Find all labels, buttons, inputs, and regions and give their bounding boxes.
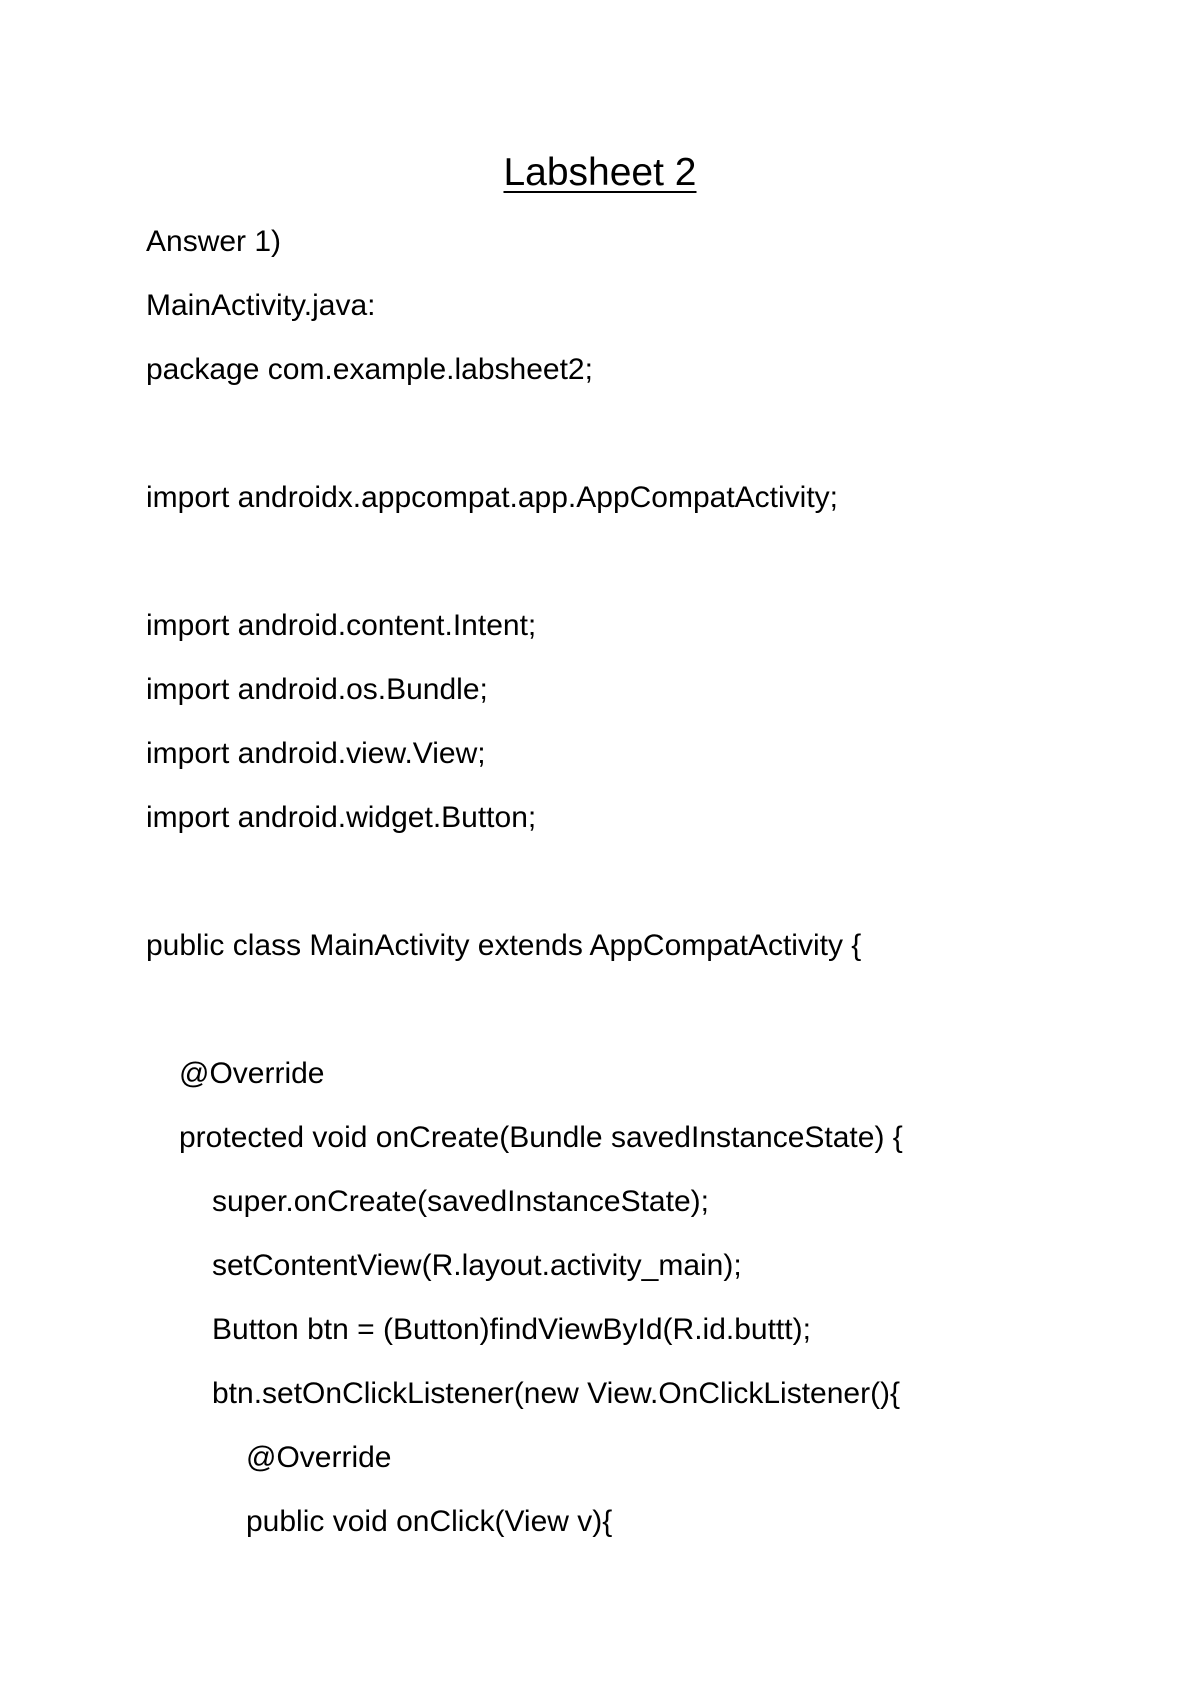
code-import-view: import android.view.View; bbox=[146, 737, 486, 770]
code-override-annotation-inner: @Override bbox=[246, 1441, 392, 1474]
code-import-appcompat: import androidx.appcompat.app.AppCompatActivity; bbox=[146, 481, 839, 514]
code-package-line: package com.example.labsheet2; bbox=[146, 353, 593, 386]
code-button-declaration: Button btn = (Button)findViewById(R.id.buttt); bbox=[212, 1313, 811, 1346]
file-name: MainActivity.java: bbox=[146, 289, 376, 322]
document-title bbox=[0, 150, 1200, 196]
code-class-declaration: public class MainActivity extends AppCompatActivity { bbox=[146, 929, 862, 962]
code-import-button: import android.widget.Button; bbox=[146, 801, 537, 834]
code-set-click-listener: btn.setOnClickListener(new View.OnClickListener(){ bbox=[212, 1377, 901, 1410]
code-onclick-declaration: public void onClick(View v){ bbox=[246, 1505, 613, 1538]
code-oncreate-declaration: protected void onCreate(Bundle savedInstanceState) { bbox=[179, 1121, 903, 1154]
answer-heading: Answer 1) bbox=[146, 225, 282, 258]
code-override-annotation: @Override bbox=[179, 1057, 325, 1090]
code-super-call: super.onCreate(savedInstanceState); bbox=[212, 1185, 709, 1218]
code-import-bundle: import android.os.Bundle; bbox=[146, 673, 488, 706]
code-import-intent: import android.content.Intent; bbox=[146, 609, 537, 642]
title-text: Labsheet 2 bbox=[503, 151, 697, 194]
code-set-content-view: setContentView(R.layout.activity_main); bbox=[212, 1249, 742, 1282]
